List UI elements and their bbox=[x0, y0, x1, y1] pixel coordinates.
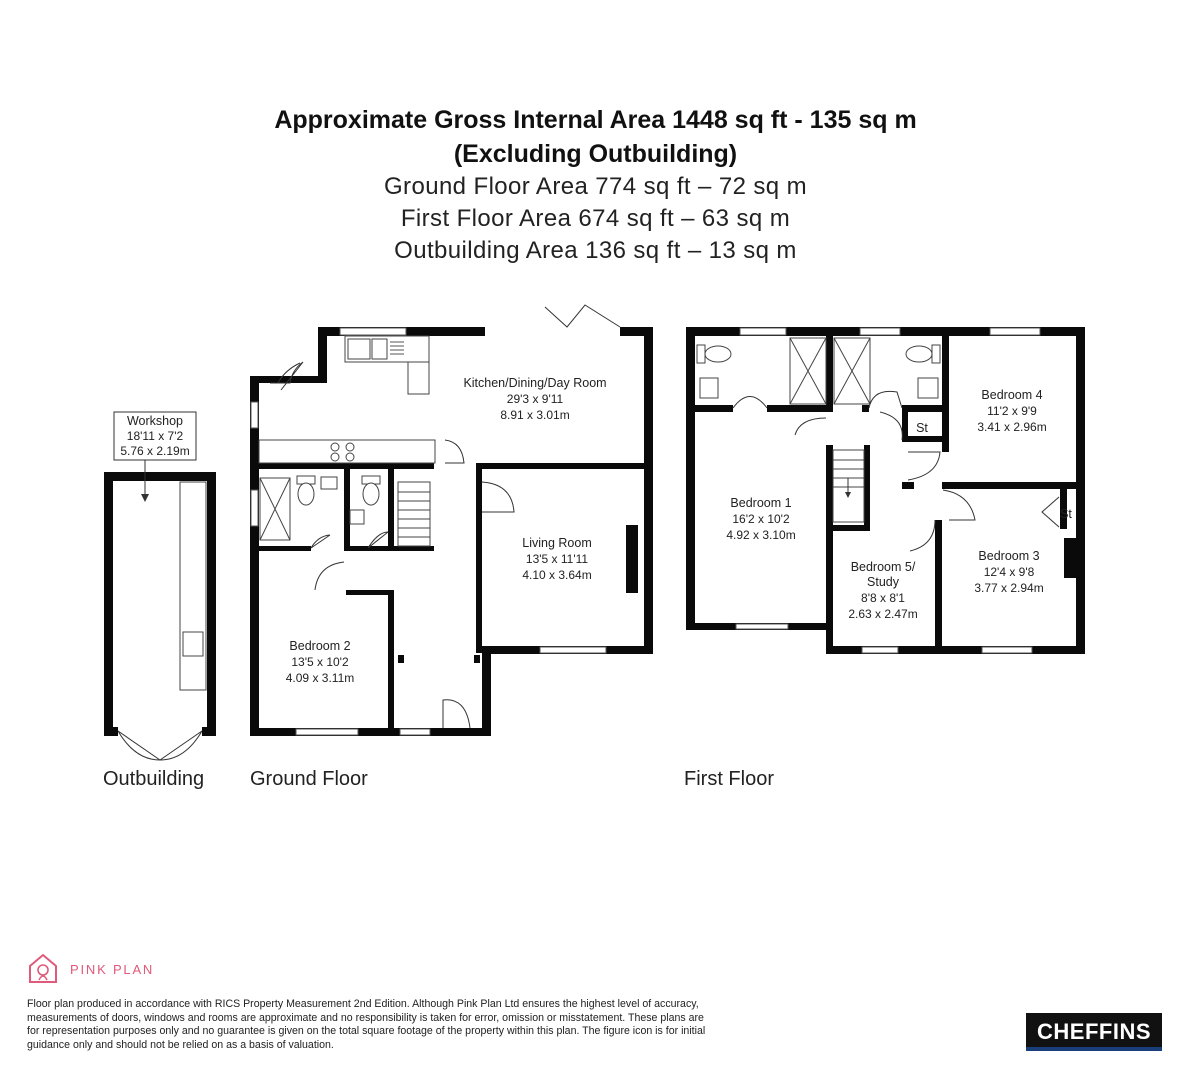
sink-icon bbox=[348, 339, 370, 359]
toilet-icon bbox=[363, 483, 379, 505]
wall bbox=[318, 327, 327, 383]
first-floor-label: First Floor bbox=[684, 768, 774, 790]
bedroom1-name: Bedroom 1 bbox=[730, 496, 792, 510]
basin-icon bbox=[321, 477, 337, 489]
basin-icon bbox=[700, 378, 718, 398]
double-door bbox=[118, 731, 202, 760]
window bbox=[400, 729, 430, 735]
wall bbox=[686, 327, 695, 630]
sink-icon bbox=[183, 632, 203, 656]
window bbox=[982, 647, 1032, 653]
door-swing bbox=[118, 731, 202, 760]
bedroom2-metric: 4.09 x 3.11m bbox=[285, 671, 355, 685]
outbuilding-area: Outbuilding Area 136 sq ft – 13 sq m bbox=[394, 237, 797, 264]
door-swing bbox=[311, 535, 330, 548]
toilet-cistern bbox=[697, 345, 705, 363]
bedroom2-imperial: 13'5 x 10'2 bbox=[291, 655, 349, 669]
wall bbox=[644, 327, 653, 653]
living-name: Living Room bbox=[522, 536, 592, 550]
toilet-icon bbox=[705, 346, 731, 362]
wall bbox=[344, 469, 350, 550]
bedroom5-imperial: 8'8 x 8'1 bbox=[861, 591, 905, 605]
cupboard-door bbox=[1042, 497, 1059, 527]
pink-plan-brand: PINK PLAN bbox=[70, 962, 155, 977]
wall bbox=[476, 463, 482, 653]
wall bbox=[695, 405, 733, 412]
window bbox=[251, 402, 258, 428]
wall bbox=[862, 405, 869, 412]
store-label: St bbox=[1060, 507, 1072, 521]
window bbox=[990, 328, 1040, 335]
bedroom3-imperial: 12'4 x 9'8 bbox=[983, 565, 1035, 579]
outbuilding-label: Outbuilding bbox=[103, 768, 205, 790]
wall bbox=[902, 436, 948, 442]
arrow-icon bbox=[845, 492, 851, 498]
door-swing bbox=[482, 482, 514, 512]
area-title: Approximate Gross Internal Area 1448 sq ft - 135 sq m bbox=[274, 106, 917, 134]
shower-icon bbox=[834, 338, 870, 404]
window bbox=[340, 328, 406, 335]
wall bbox=[259, 463, 434, 469]
wall bbox=[104, 727, 118, 736]
bedroom5-metric: 2.63 x 2.47m bbox=[848, 607, 918, 621]
bedroom5-name: Bedroom 5/ bbox=[850, 560, 916, 574]
door-swing bbox=[910, 520, 935, 551]
door-swing bbox=[368, 532, 388, 548]
living-metric: 4.10 x 3.64m bbox=[522, 568, 592, 582]
window bbox=[540, 647, 606, 653]
wall bbox=[388, 590, 394, 730]
chimney-breast bbox=[1064, 538, 1076, 578]
bedroom4-name: Bedroom 4 bbox=[981, 388, 1043, 402]
door-swing bbox=[908, 452, 940, 480]
front-door bbox=[443, 700, 470, 728]
door-swing bbox=[795, 418, 826, 435]
ground-floor-area: Ground Floor Area 774 sq ft – 72 sq m bbox=[383, 173, 808, 200]
wall bbox=[388, 469, 394, 550]
first-floor-plan bbox=[684, 327, 1085, 790]
outbuilding-plan bbox=[103, 412, 216, 790]
bedroom3-name: Bedroom 3 bbox=[978, 549, 1040, 563]
wall bbox=[935, 520, 942, 654]
door-swing bbox=[315, 562, 344, 590]
hob-icon bbox=[346, 443, 354, 451]
store-label: St bbox=[916, 421, 928, 435]
workshop-imperial: 18'11 x 7'2 bbox=[126, 429, 184, 443]
wall bbox=[942, 442, 949, 452]
wall bbox=[767, 405, 831, 412]
window bbox=[740, 328, 786, 335]
basin-icon bbox=[918, 378, 938, 398]
hob-icon bbox=[346, 453, 354, 461]
cheffins-logo: CHEFFINS bbox=[1026, 1013, 1162, 1051]
bedroom1-imperial: 16'2 x 10'2 bbox=[732, 512, 790, 526]
bedroom2-name: Bedroom 2 bbox=[289, 639, 351, 653]
wall bbox=[935, 520, 941, 526]
wall bbox=[104, 472, 216, 481]
door-swing bbox=[869, 391, 902, 408]
bedroom4-metric: 3.41 x 2.96m bbox=[977, 420, 1047, 434]
window bbox=[296, 729, 358, 735]
bedroom5-name-line2: Study bbox=[867, 575, 899, 589]
window bbox=[862, 647, 898, 653]
window bbox=[736, 624, 788, 629]
wall bbox=[826, 525, 870, 531]
ground-floor-label: Ground Floor bbox=[250, 768, 368, 790]
wall bbox=[394, 546, 434, 551]
wall bbox=[250, 376, 259, 735]
workbench bbox=[180, 482, 206, 690]
wall bbox=[864, 445, 870, 531]
hob-icon bbox=[331, 443, 339, 451]
pink-plan-logo-icon bbox=[30, 955, 56, 982]
area-subtitle: (Excluding Outbuilding) bbox=[453, 140, 738, 168]
living-imperial: 13'5 x 11'11 bbox=[525, 552, 589, 566]
toilet-icon bbox=[906, 346, 932, 362]
workshop-metric: 5.76 x 2.19m bbox=[120, 444, 190, 458]
wall bbox=[902, 405, 948, 412]
door-swing bbox=[445, 440, 464, 463]
wall bbox=[259, 546, 311, 551]
bedroom1-metric: 4.92 x 3.10m bbox=[726, 528, 796, 542]
kitchen-name: Kitchen/Dining/Day Room bbox=[463, 376, 607, 390]
wall bbox=[398, 655, 404, 663]
wall bbox=[902, 482, 914, 489]
bedroom3-metric: 3.77 x 2.94m bbox=[974, 581, 1044, 595]
wall bbox=[202, 727, 216, 736]
wall bbox=[476, 463, 646, 469]
wall bbox=[250, 376, 327, 383]
wall bbox=[104, 472, 113, 736]
wall bbox=[346, 590, 394, 595]
wall bbox=[942, 482, 1085, 489]
toilet-icon bbox=[298, 483, 314, 505]
arrow-icon bbox=[141, 494, 149, 502]
window bbox=[251, 490, 258, 526]
ground-floor-plan bbox=[250, 305, 653, 790]
toilet-cistern bbox=[932, 345, 940, 363]
wall bbox=[207, 472, 216, 736]
kitchen-metric: 8.91 x 3.01m bbox=[500, 408, 570, 422]
wall bbox=[474, 655, 480, 663]
wall bbox=[1076, 327, 1085, 654]
first-floor-area: First Floor Area 674 sq ft – 63 sq m bbox=[400, 205, 791, 232]
disclaimer: Floor plan produced in accordance with RICS Property Measurement 2nd Edition. Although Pink Plan Ltd ensures the highest level of accuracy, measurements of doors, windows and rooms are approximate and no responsibility is taken for error, omission or misstatement. These plans are for representation purposes only and no guarantee is given on the total square footage of the property within this plan. The figure icon is for initial guidance only and should not be relied on as a basis of valuation. bbox=[27, 998, 706, 1051]
kitchen-imperial: 29'3 x 9'11 bbox=[506, 392, 564, 406]
shower-icon bbox=[790, 338, 826, 404]
wall bbox=[826, 445, 833, 630]
bifold-door bbox=[545, 305, 620, 327]
window bbox=[860, 328, 900, 335]
door-swing bbox=[733, 397, 767, 409]
hob-icon bbox=[331, 453, 339, 461]
door-swing bbox=[943, 490, 975, 520]
door-swing bbox=[880, 412, 902, 440]
shower-icon bbox=[260, 478, 290, 540]
bedroom4-imperial: 11'2 x 9'9 bbox=[987, 404, 1037, 418]
wall bbox=[250, 728, 490, 736]
wall bbox=[482, 646, 491, 736]
wall bbox=[942, 336, 949, 442]
sink-icon bbox=[372, 339, 387, 359]
workshop-name: Workshop bbox=[126, 414, 184, 428]
wall bbox=[826, 336, 833, 412]
basin-icon bbox=[350, 510, 364, 524]
worktop bbox=[408, 362, 429, 394]
chimney-breast bbox=[626, 525, 638, 593]
